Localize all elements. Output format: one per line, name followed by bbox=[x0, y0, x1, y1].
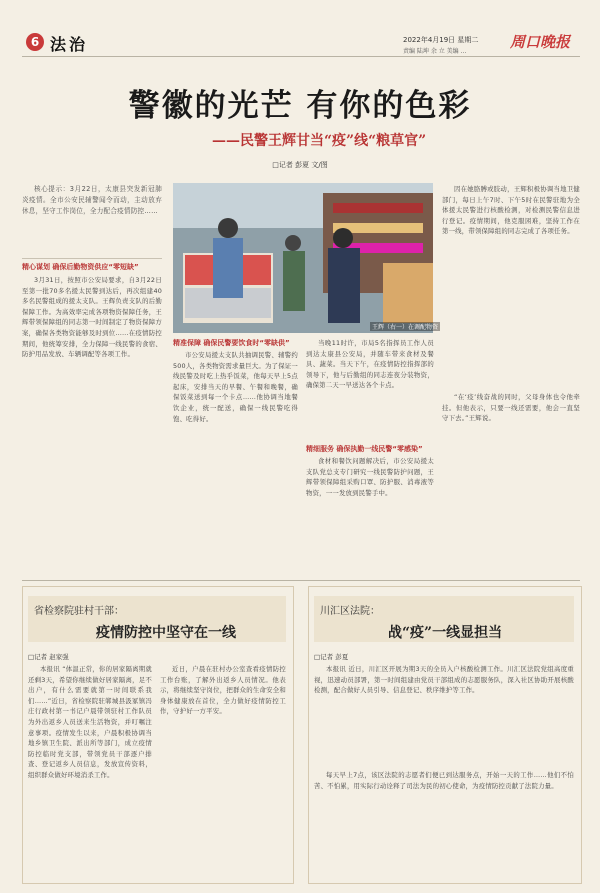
left-story-section: 省检察院驻村干部： bbox=[34, 606, 124, 617]
section-title: 法治 bbox=[50, 35, 89, 54]
subheadline: ——民警王辉甘当“疫”线“粮草官” bbox=[212, 133, 427, 149]
col2-heading: 精准保障 确保民警要饮食时“零缺供” bbox=[173, 339, 290, 347]
right-story-section: 川汇区法院： bbox=[320, 606, 380, 617]
col1-heading: 精心谋划 确保后勤物资供应“零短缺” bbox=[22, 263, 139, 271]
issue-editor: 责编 陆坤 余 立 美编 ... bbox=[403, 48, 467, 55]
col3-heading: 精细服务 确保执勤一线民警“零感染” bbox=[306, 445, 423, 453]
right-story-byline: □记者 彭夏 bbox=[314, 653, 349, 661]
masthead-logo: 周口晚报 bbox=[510, 33, 571, 51]
header-divider bbox=[22, 56, 580, 57]
right-story-body-2: 每天早上7点，该区法院的志愿者们便已到达服务点，开始一天的工作……他们不怕苦、不怕累，用实际行动诠释了司法为民的初心使命，为疫情防控贡献了法院力量。 bbox=[314, 771, 574, 790]
issue-date: 2022年4月19日 星期二 bbox=[403, 36, 479, 44]
article-col-3b: 食材和餐饮问题解决后，市公安局援太支队党总支专门研究一线民警防护问题，王辉带领保障组采购口罩、防护服、消毒液等物资，一一发放到民警手中。 bbox=[306, 457, 434, 497]
byline: □记者 彭夏 文/图 bbox=[272, 161, 328, 169]
right-story-body: 本报讯 近日，川汇区开展为期3天的全员入户核酸检测工作。川汇区法院党组高度重视，迅速动员部署，第一时间组建由党员干部组成的志愿服务队，深入社区协助开展核酸检测，配合做好人员引导、信息登记、秩序维护等工作。 bbox=[314, 665, 574, 695]
news-photo bbox=[173, 183, 433, 333]
left-story-col-1: 本报讯 “体温正常，你的居家隔离期就还剩3天，希望你继续做好居家隔离，足不出户，有什么需要就第一时间联系我们……”近日，省检察院驻郸城县汲冢镇冯庄行政村第一书记户晨带领驻村工作队员为外出返乡人员送来生活物资，并叮嘱注意事项。疫情发生以来，户晨积极协调当地乡镇卫生院、派出所等部门，成立疫情防控临时党支部，带领党员干部逐户排查、登记返乡人员信息，发放宣传资料，组织群众做好环境消杀工作。 bbox=[28, 665, 152, 779]
lead-paragraph: 核心提示：3月22日，太康县突发新冠肺炎疫情。全市公安民辅警闻令而动，主动放弃休息，坚守工作岗位，全力配合疫情防控…… bbox=[22, 185, 162, 215]
left-story-title: 疫情防控中坚守在一线 bbox=[96, 625, 236, 641]
right-story-title: 战“疫”一线显担当 bbox=[388, 625, 503, 641]
lead-divider bbox=[22, 258, 162, 259]
photo-caption: 王辉（右一）在调配物资 bbox=[372, 324, 439, 331]
left-story-col-2: 近日，户晨在驻村办公室查看疫情防控工作台账，了解外出返乡人员情况。他表示，将继续坚守岗位，把群众的生命安全和身体健康放在首位，全力做好疫情防控工作，守护好一方平安。 bbox=[160, 665, 286, 716]
article-col-3: 当晚11时许，市局5名指挥员工作人员到达太康县公安局，并随车带来食材及餐具、蔬菜。当天下午，在疫情防控指挥部的领导下，他与后勤组的同志连夜分装物资，确保第二天一早送达各个卡点。 bbox=[306, 339, 434, 390]
article-col-4: 因在她胳膊或肢动，王辉积极协调当地卫健部门，每日上午7时、下午5时在民警驻地为全体援太民警进行核酸检测，对检测民警信息进行登记。疫情期间，他克服困难，坚持工作在第一线，带领保障组的同志完成了各项任务。 bbox=[442, 185, 580, 236]
headline: 警徽的光芒 有你的色彩 bbox=[128, 88, 472, 124]
page-number-badge: 6 bbox=[26, 33, 44, 51]
left-story-byline: □记者 赵家强 bbox=[28, 653, 69, 661]
article-col-4b: “在‘疫’线奋战的同时，父母身体也令他牵挂。但他表示，只要一线还需要，他会一直坚守下去。”王辉说。 bbox=[442, 393, 580, 423]
article-col-2: 市公安局援太支队共抽调民警、辅警约500人，各类物资需求量巨大。为了保证一线民警及时吃上热乎饭菜，他每天早上5点起床，安排当天的早餐、午餐和晚餐，确保饭菜送到每一个卡点……他协调当地餐饮企业，统一配送，确保一线民警吃得饱、吃得好。 bbox=[173, 351, 298, 423]
section-divider bbox=[22, 580, 580, 581]
article-col-1: 3月31日，按照市公安局要求，自3月22日至第一批70多名援太民警到达后，再次组建40多名民警组成的援太支队。王辉负责支队的后勤保障工作。为高效率完成各项物资保障任务，王辉带领保障组的同志第一时间制定了物资保障方案，确保各类物资能够及时到位……在疫情防控期间，他统筹安排，全力保障一线民警的食宿、防护用品发放、车辆调配等各项工作。 bbox=[22, 276, 162, 359]
